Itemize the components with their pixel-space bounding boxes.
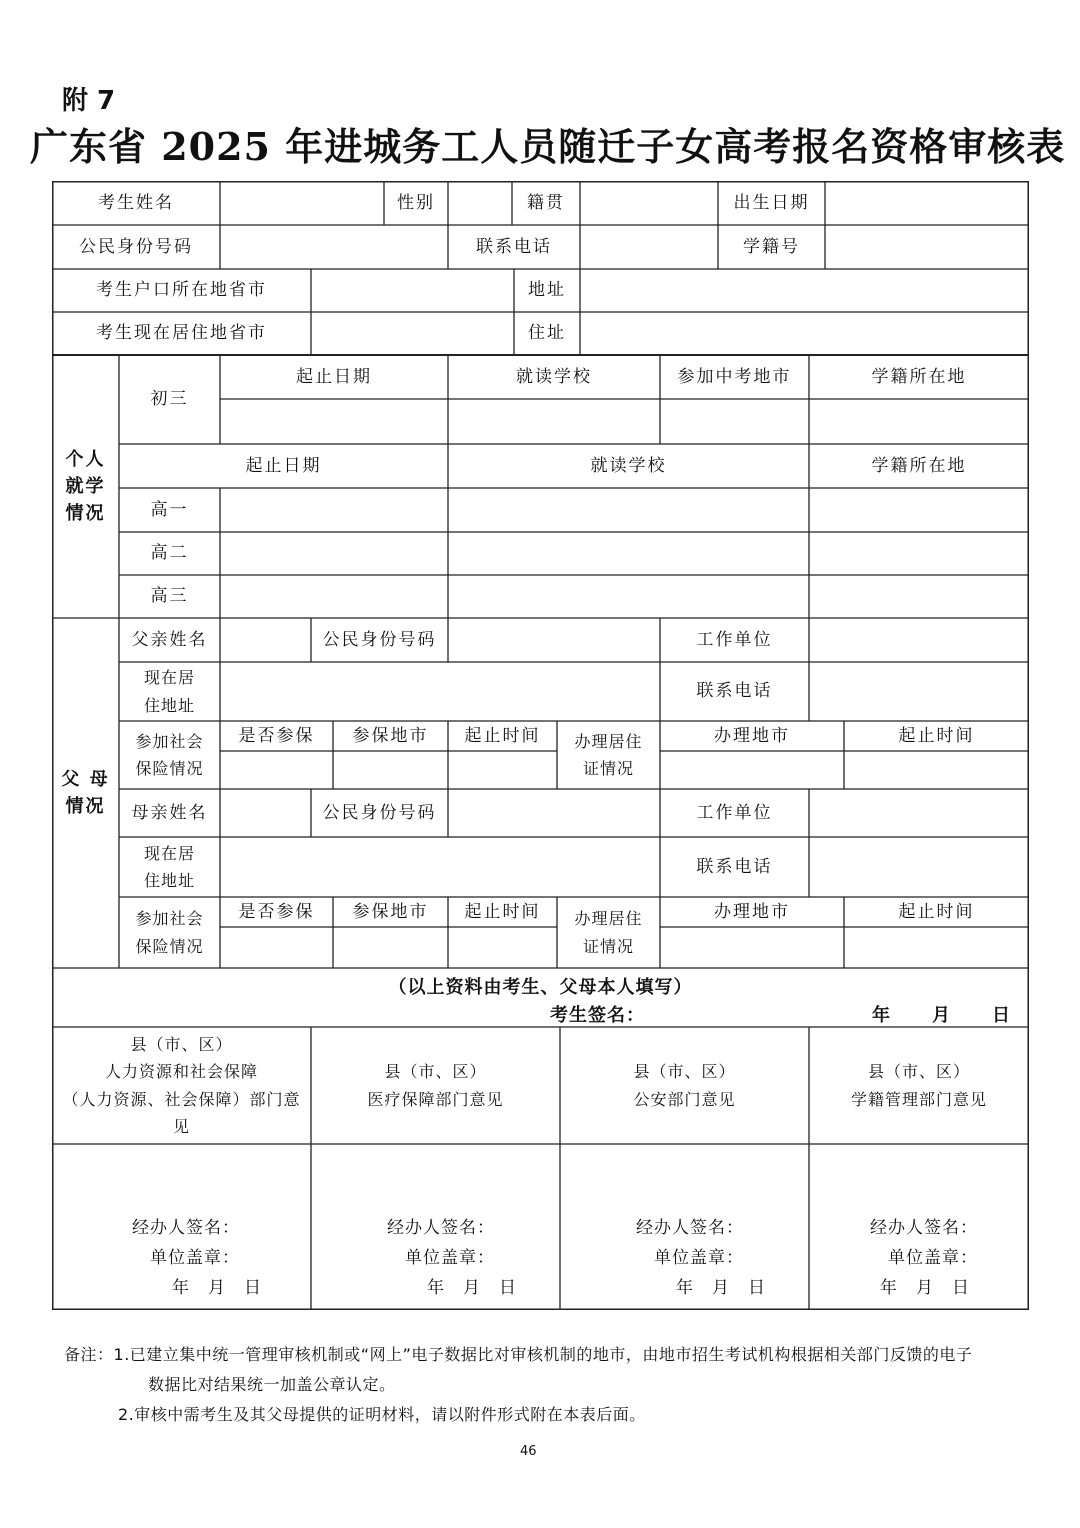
remark-item-2: 2.审核中需考生及其父母提供的证明材料，请以附件形式附在本表后面。 <box>118 1405 646 1424</box>
remark-line-1 <box>64 1340 1064 1370</box>
unit-seal-label: 单位盖章： <box>405 1247 495 1268</box>
opinion-hr-l4: 见 <box>172 1116 190 1136</box>
header-mother-insured-period: 起止时间 <box>464 901 541 922</box>
label-father-permit <box>557 721 660 789</box>
mother-insurance-l2: 保险情况 <box>135 936 204 956</box>
label-mother-permit <box>557 897 660 968</box>
label-phone: 联系电话 <box>476 236 552 257</box>
header-exam-city: 参加中考地市 <box>677 366 792 387</box>
sign-year: 年 <box>872 1005 891 1026</box>
label-mother-employer: 工作单位 <box>696 802 773 823</box>
header-mother-issue-city: 办理地市 <box>714 901 790 922</box>
label-father-insurance <box>119 721 220 789</box>
father-permit-l2: 证情况 <box>582 759 634 778</box>
opinion-medical-l2: 医疗保障部门意见 <box>367 1089 504 1109</box>
unit-seal-label: 单位盖章： <box>654 1247 744 1268</box>
mother-address-l1: 现在居 <box>143 843 195 863</box>
header-school-high: 就读学校 <box>590 455 667 476</box>
header-roll-place-grade9: 学籍所在地 <box>871 366 967 387</box>
student-signature-label: 考生签名： <box>550 1005 645 1026</box>
father-insurance-l2: 保险情况 <box>135 759 204 778</box>
header-mother-insured-city: 参保地市 <box>352 901 429 922</box>
handler-signature-label: 经办人签名： <box>636 1218 744 1238</box>
mother-permit-l2: 证情况 <box>582 936 634 956</box>
header-father-permit-period: 起止时间 <box>898 725 975 746</box>
official-date: 年 月 日 <box>676 1277 766 1298</box>
header-period-high: 起止日期 <box>245 455 322 476</box>
official-date: 年 月 日 <box>427 1277 517 1298</box>
remark-label: 备注： <box>64 1345 114 1364</box>
opinion-roll-department <box>809 1027 1029 1144</box>
handler-signature-label: 经办人签名： <box>387 1218 495 1238</box>
opinion-hr-department <box>52 1027 311 1144</box>
attachment-label: 附 7 <box>62 86 116 116</box>
header-father-insured: 是否参保 <box>238 725 315 746</box>
header-mother-permit-period: 起止时间 <box>898 901 975 922</box>
label-hukou-city: 考生户口所在地省市 <box>96 280 267 301</box>
header-school-grade9: 就读学校 <box>516 366 592 387</box>
label-student-name: 考生姓名 <box>98 192 174 213</box>
opinion-police-l1: 县（市、区） <box>633 1062 736 1082</box>
label-father-id: 公民身份号码 <box>322 629 437 650</box>
remark-item-1-cont: 数据比对结果统一加盖公章认定。 <box>148 1375 396 1394</box>
label-father-employer: 工作单位 <box>696 629 773 650</box>
section-parents-l1: 父 母 <box>61 769 110 790</box>
opinion-hr-l3: （人力资源、社会保障）部门意 <box>62 1089 301 1109</box>
header-roll-place-high: 学籍所在地 <box>871 455 967 476</box>
remark-item-1: 1.已建立集中统一管理审核机制或“网上”电子数据比对审核机制的地市，由地市招生考试机构根据相关部门反馈的电子 <box>113 1345 973 1364</box>
header-period-grade9: 起止日期 <box>296 366 372 387</box>
label-id-number: 公民身份号码 <box>79 236 193 257</box>
header-father-insured-city: 参保地市 <box>352 725 429 746</box>
label-father-address <box>119 662 220 721</box>
father-insurance-l1: 参加社会 <box>135 731 204 751</box>
handler-signature-label: 经办人签名： <box>132 1218 240 1238</box>
filled-by-note: （以上资料由考生、父母本人填写） <box>388 977 693 998</box>
label-mother-phone: 联系电话 <box>696 856 773 877</box>
section-education-l1: 个人 <box>65 449 106 470</box>
label-residence-city: 考生现在居住地省市 <box>96 323 267 344</box>
label-grade11: 高二 <box>150 543 189 564</box>
opinion-medical-l1: 县（市、区） <box>384 1062 487 1082</box>
father-address-l1: 现在居 <box>143 668 195 688</box>
mother-address-l2: 住地址 <box>143 871 195 890</box>
mother-insurance-l1: 参加社会 <box>135 909 204 929</box>
label-birth-date: 出生日期 <box>733 192 810 213</box>
official-sign-block-1 <box>132 1214 262 1303</box>
opinion-police-department <box>560 1027 809 1144</box>
unit-seal-label: 单位盖章： <box>888 1247 978 1268</box>
official-sign-block-4 <box>870 1214 978 1303</box>
section-parents <box>52 618 119 968</box>
label-residence: 住址 <box>528 323 566 344</box>
father-address-l2: 住地址 <box>143 695 195 715</box>
opinion-medical-department <box>311 1027 560 1144</box>
label-address: 地址 <box>528 280 566 301</box>
remarks <box>64 1340 1064 1430</box>
label-student-no: 学籍号 <box>743 236 800 257</box>
label-grade10: 高一 <box>150 499 189 520</box>
label-gender: 性别 <box>397 192 435 213</box>
official-sign-block-3 <box>636 1214 766 1303</box>
sign-month: 月 <box>932 1005 951 1026</box>
label-native-place: 籍贯 <box>527 192 565 213</box>
section-education-l2: 就学 <box>65 476 106 497</box>
label-mother-address <box>119 837 220 897</box>
header-mother-insured: 是否参保 <box>238 901 315 922</box>
label-mother-name: 母亲姓名 <box>131 802 208 823</box>
label-father-name: 父亲姓名 <box>131 629 208 650</box>
label-mother-id: 公民身份号码 <box>322 802 437 823</box>
opinion-hr-l1: 县（市、区） <box>130 1035 233 1055</box>
label-father-phone: 联系电话 <box>696 681 773 702</box>
header-father-insured-period: 起止时间 <box>464 725 541 746</box>
section-education-l3: 情况 <box>65 503 106 524</box>
official-sign-block-2 <box>387 1214 517 1303</box>
header-father-issue-city: 办理地市 <box>714 725 790 746</box>
official-date: 年 月 日 <box>172 1277 262 1298</box>
unit-seal-label: 单位盖章： <box>150 1247 240 1268</box>
opinion-hr-l2: 人力资源和社会保障 <box>104 1062 258 1082</box>
label-grade12: 高三 <box>150 586 189 607</box>
review-form-table <box>52 181 1029 1310</box>
page-number: 46 <box>520 1444 537 1459</box>
section-parents-l2: 情况 <box>65 796 106 817</box>
opinion-police-l2: 公安部门意见 <box>633 1089 736 1109</box>
label-grade9: 初三 <box>150 389 189 410</box>
father-permit-l1: 办理居住 <box>574 731 643 751</box>
official-date: 年 月 日 <box>880 1277 970 1298</box>
opinion-roll-l1: 县（市、区） <box>867 1062 970 1082</box>
label-mother-insurance <box>119 897 220 968</box>
sign-day: 日 <box>992 1005 1011 1026</box>
form-title: 广东省 2025 年进城务工人员随迁子女高考报名资格审核表 <box>30 124 1066 169</box>
handler-signature-label: 经办人签名： <box>870 1218 978 1238</box>
opinion-roll-l2: 学籍管理部门意见 <box>850 1089 987 1109</box>
mother-permit-l1: 办理居住 <box>574 909 643 929</box>
section-education <box>52 355 119 618</box>
